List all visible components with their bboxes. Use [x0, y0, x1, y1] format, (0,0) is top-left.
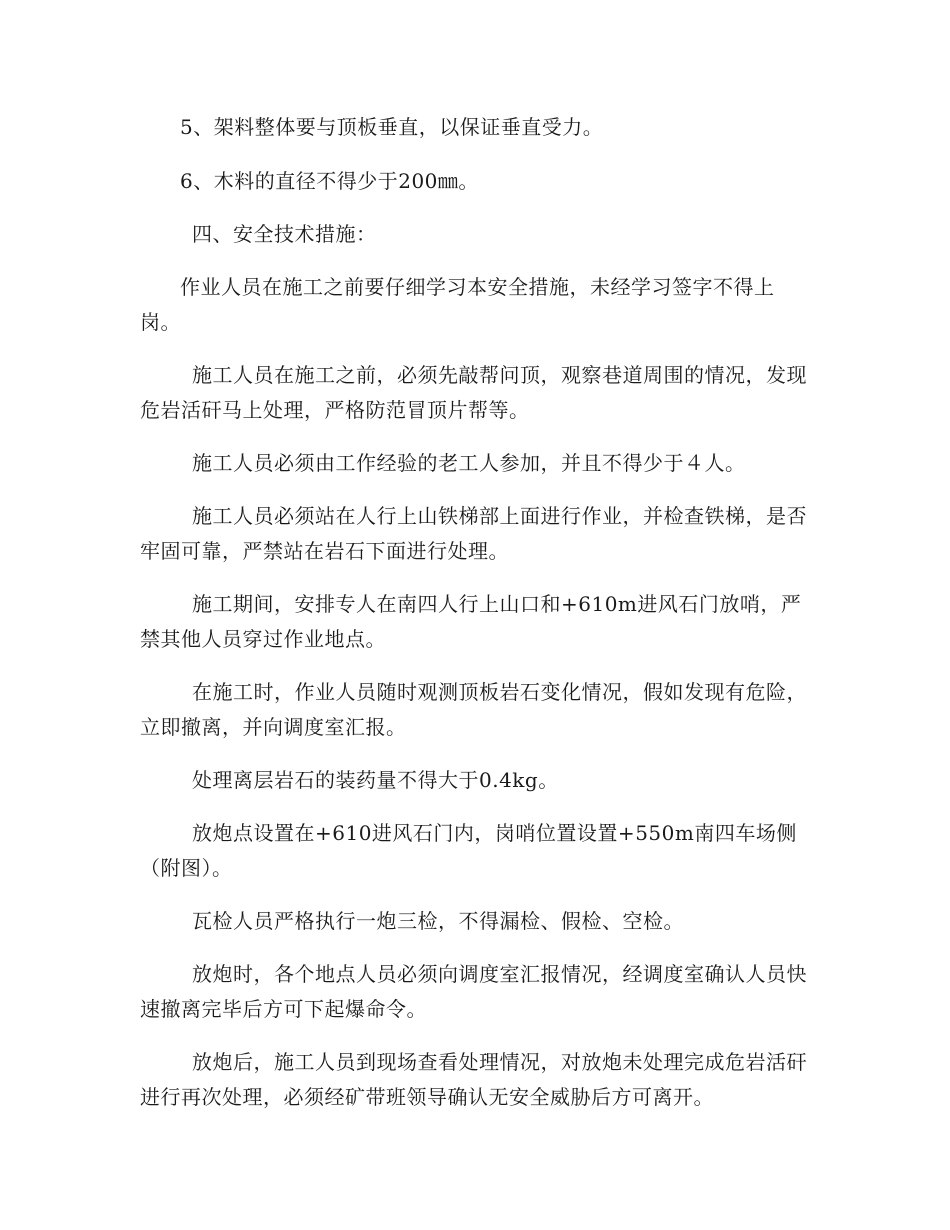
- paragraph-item-6: 6、木料的直径不得少于200㎜。: [180, 169, 479, 193]
- paragraph-experienced-workers: 施工人员必须由工作经验的老工人参加，并且不得少于４人。: [192, 451, 746, 475]
- paragraph-gas-inspection: 瓦检人员严格执行一炮三检，不得漏检、假检、空检。: [192, 909, 684, 933]
- section-heading-safety-measures: 四、安全技术措施：: [192, 222, 377, 246]
- paragraph-check-roof: 施工人员在施工之前，必须先敲帮问顶，观察巷道周围的情况，发现危岩活矸马上处理，严格防范冒顶片帮等。: [140, 363, 807, 422]
- paragraph-study-measures: 作业人员在施工之前要仔细学习本安全措施，未经学习签字不得上岗。: [140, 275, 775, 334]
- paragraph-charge-amount: 处理离层岩石的装药量不得大于0.4kg。: [192, 768, 559, 792]
- paragraph-sentry-posting: 施工期间，安排专人在南四人行上山口和+610m进风石门放哨，严禁其他人员穿过作业地点。: [140, 592, 802, 651]
- paragraph-ladder-work: 施工人员必须站在人行上山铁梯部上面进行作业，并检查铁梯，是否牢固可靠，严禁站在岩石下面进行处理。: [140, 504, 807, 563]
- paragraph-blast-report: 放炮时，各个地点人员必须向调度室汇报情况，经调度室确认人员快速撤离完毕后方可下起爆命令。: [140, 962, 807, 1021]
- paragraph-after-blast: 放炮后，施工人员到现场查看处理情况，对放炮未处理完成危岩活矸进行再次处理，必须经矿带班领导确认无安全威胁后方可离开。: [140, 1050, 807, 1109]
- paragraph-blast-location: 放炮点设置在+610进风石门内，岗哨位置设置+550m南四车场侧（附图）。: [140, 821, 797, 880]
- paragraph-item-5: 5、架料整体要与顶板垂直，以保证垂直受力。: [180, 115, 604, 139]
- paragraph-observe-roof: 在施工时，作业人员随时观测顶板岩石变化情况，假如发现有危险，立即撤离，并向调度室汇报。: [140, 680, 807, 739]
